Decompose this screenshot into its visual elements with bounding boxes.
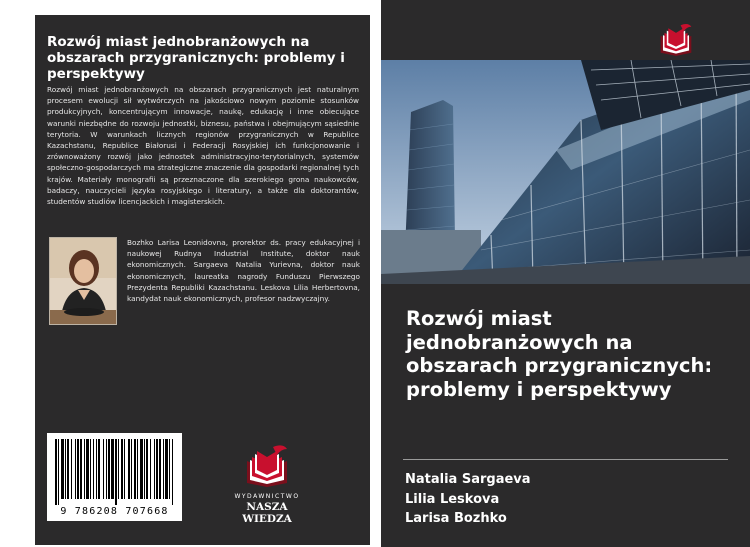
author-name: Natalia Sargaeva <box>405 472 531 487</box>
isbn-barcode <box>47 433 182 521</box>
back-cover-title: Rozwój miast jednobranżowych na obszarach przygranicznych: problemy i perspektywy <box>47 34 345 82</box>
back-cover-description: Rozwój miast jednobranżowych na obszarach przygranicznych jest naturalnym procesem ewolucji sił wytwórczych na jakościowo nowym poziomie stosunków produkcyjnych, koncentrującym innowacje, naukę, edukację i inne obiecujące warunki niezbędne do rozwoju jednostki, biznesu, państwa i obejmującym sąsiednie terytoria. W warunkach licznych regionów przygranicznych w Republice Kazachstanu, Republice Białorusi i Federacji Rosyjskiej ich funkcjonowanie i zrównoważony rozwój jako jednostek administracyjno-terytorialnych, systemów społeczno-gospodarczych ma strategiczne znaczenie dla gospodarki regionalnej tych krajów. Materiały monografii są przeznaczone dla szerokiego grona naukowców, badaczy, nauczycieli języka rosyjskiego i literatury, a także dla doktorantów, studentów studiów licencjackich i magisterskich. <box>47 85 359 207</box>
publisher-sub-label: WYDAWNICTWO <box>234 493 300 500</box>
author-name: Larisa Bozhko <box>405 511 507 526</box>
book-stack-logo-icon <box>237 443 297 487</box>
author-list <box>405 470 705 529</box>
author-biography: Bozhko Larisa Leonidovna, prorektor ds. pracy edukacyjnej i naukowej Rudnya Industrial Institute, doktor nauk ekonomicznych. Sargaeva Natalia Yurievna, doktor nauk ekonomicznych, laureatka nagrody Funduszu Pierwszego Prezydenta Republiki Kazachstanu. Leskova Lilia Herbertovna, kandydat nauk ekonomicznych, profesor nadzwyczajny. <box>127 238 360 304</box>
author-name: Lilia Leskova <box>405 491 500 507</box>
author-portrait <box>49 237 117 325</box>
book-stack-logo-icon <box>653 22 699 56</box>
glass-building-photo <box>381 60 750 284</box>
barcode-icon <box>53 439 176 505</box>
back-cover <box>35 15 370 545</box>
isbn-number: 9 786208 707668 <box>60 506 169 517</box>
publisher-name: NASZA WIEDZA <box>242 501 292 525</box>
publisher-logo-back <box>221 443 313 525</box>
front-cover <box>381 0 750 547</box>
front-cover-title: Rozwój miast jednobranżowych na obszarach przygranicznych: problemy i perspektywy <box>406 307 713 401</box>
title-divider <box>403 459 728 460</box>
